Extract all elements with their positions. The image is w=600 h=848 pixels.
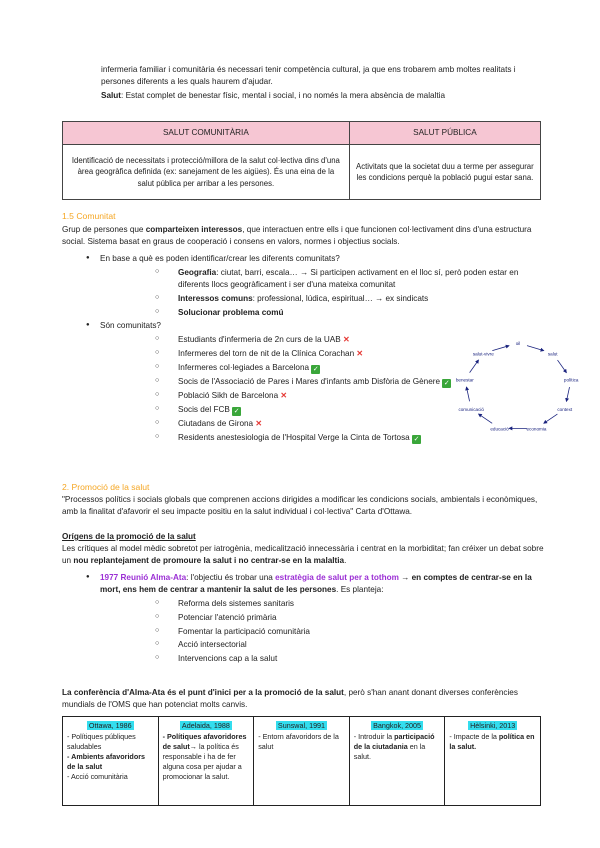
check-mark-icon: ✓ (233, 408, 240, 416)
cycle-arrow (527, 346, 544, 351)
conf-bold: La conferència d'Alma-Ata és el punt d'inici per a la promoció de la salut (62, 688, 344, 697)
conference-line: - Polítiques públiques saludables (67, 732, 136, 752)
conference-line: - Polítiques afavoridores de salut (162, 732, 247, 752)
cycle-arrow (558, 360, 567, 373)
origens-block (62, 531, 544, 567)
section-title-promocio: 2. Promoció de la salut (62, 482, 150, 492)
health-determinants-cycle (448, 330, 588, 445)
alma-bold: → en comptes de centrar-se en la mort, ens hem de centrar a mantenir la salut de les persones (100, 573, 532, 594)
cell-salut-publica: Activitats que la societat duu a terme per assegurar les condicions perquè la població pugui estar sana. (349, 145, 540, 200)
conf-post: , però s'han anant donant diverses conferències mundials de l'OMS que han potenciat molts canvis. (62, 688, 518, 709)
conference-line: → la política és responsable i ha de fer alguna cosa per ajudar a promocionar la salut. (162, 742, 242, 782)
origens-title: Orígens de la promoció de la salut (62, 532, 196, 541)
alma-ata-item (62, 572, 542, 665)
cross-mark-icon: ✕ (356, 349, 364, 359)
conference-cell (445, 717, 541, 806)
cycle-node-label: comunicació (458, 407, 485, 412)
comparison-table (62, 121, 541, 200)
int-label: Interessos comuns (178, 293, 253, 303)
criteria-interessos (100, 293, 542, 305)
conference-title: Hèlsinki, 2013 (470, 721, 516, 730)
question-identify (62, 253, 542, 318)
conference-title: Adelaida, 1988 (181, 721, 230, 730)
conference-line: - Introduir la (353, 732, 395, 742)
conference-cell (158, 717, 254, 806)
community-example-text: Ciutadans de Girona (178, 419, 256, 429)
conferences-table (62, 716, 541, 806)
intro-block (101, 64, 541, 104)
alma-end: . Es planteja: (336, 584, 384, 594)
cycle-arrow (466, 387, 469, 401)
alma-purple: estratègia de salut per a tothom (275, 573, 399, 582)
salut-text: : Estat complet de benestar físic, mental i social, i no només la mera absència de malaltia (121, 90, 446, 100)
int-text: : professional, lúdica, espiritual… → ex sindicats (252, 293, 429, 303)
def-pre: Grup de persones que (62, 225, 146, 234)
def-bold: comparteixen interessos (145, 225, 243, 234)
alma-subitem: ○ Fomentar la participació comunitària (100, 626, 542, 638)
conference-title: Ottawa, 1986 (88, 721, 132, 730)
alma-label: 1977 Reunió Alma-Ata (100, 573, 187, 582)
conference-body (449, 732, 536, 752)
cycle-arrow (544, 414, 558, 423)
conference-line: política en la salut. (449, 732, 535, 752)
criteria-problema (100, 307, 542, 319)
conference-body (354, 732, 441, 762)
criteria-geografia (100, 267, 542, 291)
cycle-arrow (479, 414, 493, 423)
conference-cell (349, 717, 445, 806)
check-mark-icon: ✓ (443, 380, 450, 388)
def-post: , que interactuen entre ells i que funcionen col·lectivament dins d'una estructura social. Sistema basat en graus de cooperació i consens en valors, normes i objectius socials. (62, 225, 532, 246)
cycle-node-label: salut (547, 351, 558, 357)
ottawa-quote: "Processos polítics i socials globals que comprenen accions dirigides a modificar les condicions socials, ambientals i econòmiques, amb la finalitat d'afavorir el seu impacte positiu en la salut individual i col·lectiva" Carta d'Ottawa. (62, 495, 538, 516)
conference-cell (254, 717, 350, 806)
alma-subitem: ○ Potenciar l'atenció primària (100, 612, 542, 624)
conference-title: Sunswal, 1991 (277, 721, 326, 730)
community-example-text: Infermeres del torn de nit de la Clínica Corachan (178, 349, 357, 359)
cycle-node-label: educació (490, 426, 509, 432)
conference-line: - Impacte de la (449, 732, 499, 742)
salut-definition (101, 90, 541, 102)
conference-line: - Acció comunitària (67, 772, 128, 782)
check-mark-icon: ✓ (312, 366, 319, 374)
orig-post: . (344, 555, 347, 565)
alma-subitem: ○ Reforma dels sistemes sanitaris (100, 598, 542, 610)
community-example-text: Residents anestesiologia de l'Hospital Verge la Cinta de Tortosa (178, 432, 412, 442)
conference-line: en la salut. (353, 742, 426, 762)
cycle-arrow (492, 346, 509, 351)
col-head-salut-publica: SALUT PÚBLICA (349, 122, 540, 145)
community-example-text: Estudiants d'infermeria de 2n curs de la UAB (178, 335, 343, 345)
check-mark-icon: ✓ (413, 435, 420, 443)
conference-line: participació de la ciutadania (353, 732, 435, 752)
cycle-node-label: economia (526, 426, 547, 432)
cycle-arrow (566, 387, 569, 401)
intro-line: infermeria familiar i comunitària és necessari tenir competència cultural, ja que ens trobarem amb moltes realitats i persones diferents a les quals haurem d'ajudar. (101, 65, 516, 86)
cross-mark-icon: ✕ (280, 391, 288, 401)
alma-subitem: ○ Intervencions cap a la salut (100, 653, 542, 665)
cycle-arrow (470, 360, 479, 373)
col-head-salut-comunitaria: SALUT COMUNITÀRIA (63, 122, 350, 145)
orig-pre: Les crítiques al model mèdic sobretot per iatrogènia, medicalització innecessària i centrat en la morbiditat; fan créixer un debat sobre un (62, 543, 544, 565)
cycle-node-label: benestar (455, 377, 474, 383)
conference-line: - Ambients afavoridors de la salut (67, 752, 146, 772)
community-example-text: Població Sikh de Barcelona (178, 391, 281, 401)
alma-mid: : l'objectiu és trobar una (186, 573, 276, 582)
geo-label: Geografia (178, 267, 217, 277)
cycle-node-label: oil (515, 341, 521, 346)
community-example-text: Socis de l'Associació de Pares i Mares d'infants amb Disfòria de Gènere (178, 377, 443, 387)
cross-mark-icon: ✕ (342, 335, 350, 345)
salut-label: Salut (101, 90, 122, 100)
orig-bold: nou replantejament de promoure la salut i no centrar-se en la malaltia (73, 555, 345, 565)
conference-body (163, 732, 250, 782)
alma-subitems (100, 598, 542, 665)
community-example-text: Socis del FCB (178, 405, 233, 415)
cycle-node-label: salut-vivre (472, 351, 494, 357)
q1-text: En base a què es poden identificar/crear les diferents comunitats? (100, 254, 340, 263)
comunitat-definition (62, 224, 544, 248)
conference-line: - Entorn afavoridors de la salut (258, 732, 339, 752)
conference-cell (63, 717, 159, 806)
geo-text: : ciutat, barri, escala… → Si participen activament en el lloc sí, però poden estar en diferents llocs geogràficament i ser d'una mateixa comunitat (178, 267, 519, 289)
section-title-comunitat: 1.5 Comunitat (62, 211, 116, 221)
cross-mark-icon: ✕ (255, 419, 263, 429)
prob-label: Solucionar problema comú (178, 307, 284, 317)
cycle-node-label: política (563, 377, 579, 383)
cycle-node-label: context (557, 407, 573, 412)
conferencia-para (62, 687, 544, 711)
cell-salut-comunitaria: Identificació de necessitats i protecció/millora de la salut col·lectiva dins d'una àrea geogràfica definida (ex: sanejament de les aigües). És una eina de la salut pública per arribar a les persones. (63, 145, 350, 200)
conference-body (258, 732, 345, 752)
conference-title: Bangkok, 2005 (373, 721, 422, 730)
q2-text: Són comunitats? (100, 321, 161, 331)
conference-body (67, 732, 154, 782)
community-example-text: Infermeres col·legiades a Barcelona (178, 363, 312, 373)
alma-subitem: ○ Acció intersectorial (100, 639, 542, 651)
alma-ata-list (62, 572, 542, 667)
